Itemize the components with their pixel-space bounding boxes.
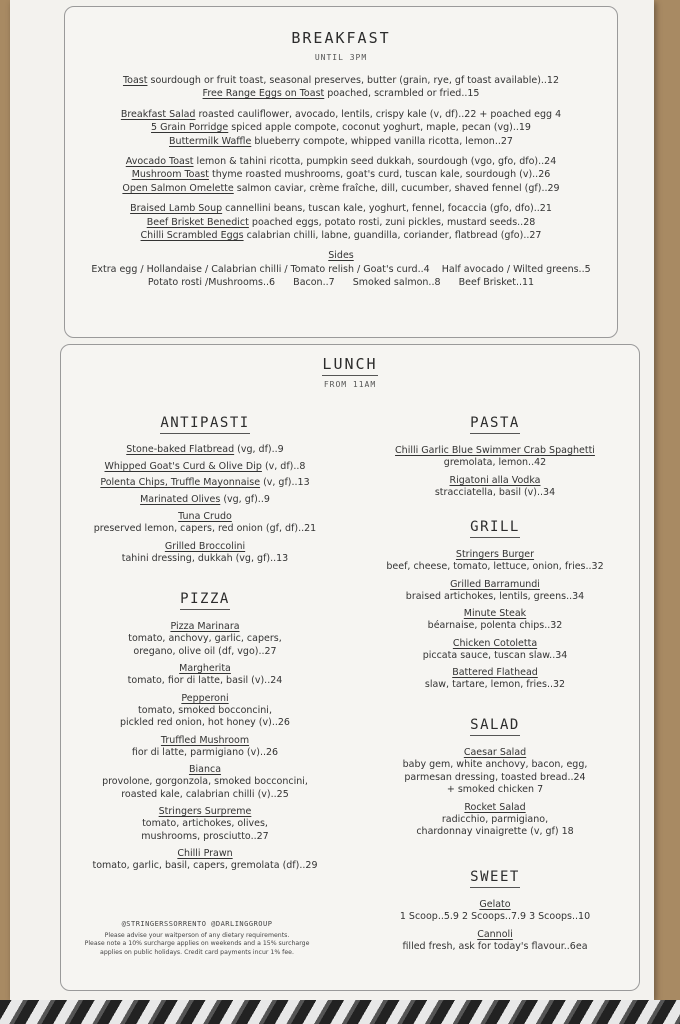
item-description: beef, cheese, tomato, lettuce, onion, fries..32 <box>386 561 604 572</box>
menu-sheet <box>10 0 654 1000</box>
item-name: Whipped Goat's Curd & Olive Dip <box>104 460 262 472</box>
breakfast-item <box>65 74 617 87</box>
item-description: Potato rosti /Mushrooms..6 Bacon..7 Smoked salmon..8 Beef Brisket..11 <box>147 277 535 289</box>
item-name: Mushroom Toast <box>131 169 209 181</box>
spacer <box>65 242 617 249</box>
item-description: lemon & tahini ricotta, pumpkin seed dukkah, sourdough (vgo, gfo, dfo)..24 <box>193 156 557 168</box>
menu-item <box>60 494 350 507</box>
item-name: 5 Grain Porridge <box>151 122 229 134</box>
breakfast-item <box>65 263 617 276</box>
item-name: Stringers Surpreme <box>158 806 252 817</box>
breakfast-item <box>65 202 617 215</box>
item-description: tomato, garlic, basil, capers, gremolata (df)..29 <box>92 860 318 871</box>
item-description: (vg, gf)..9 <box>220 493 270 505</box>
item-description: braised artichokes, lentils, greens..34 <box>405 590 585 602</box>
item-description: thyme roasted mushrooms, goat's curd, tuscan kale, sourdough (v)..26 <box>208 169 551 181</box>
footer-note-line: Please note a 10% surcharge applies on weekends and a 15% surcharge <box>84 940 310 947</box>
menu-item <box>60 444 350 457</box>
breakfast-item <box>65 87 617 100</box>
item-description: calabrian chilli, labne, guandilla, coriander, flatbread (gfo)..27 <box>243 230 542 242</box>
menu-item <box>350 548 640 574</box>
item-name: Open Salmon Omelette <box>122 182 234 194</box>
item-name: Rigatoni alla Vodka <box>449 474 541 486</box>
item-description: spiced apple compote, coconut yoghurt, maple, pecan (vg)..19 <box>228 122 531 134</box>
item-name: Free Range Eggs on Toast <box>202 88 325 100</box>
item-description: poached eggs, potato rosti, zuni pickles, mustard seeds..28 <box>248 216 536 228</box>
item-description: tomato, fior di latte, basil (v)..24 <box>127 675 283 686</box>
item-description: gremolata, lemon..42 <box>443 457 547 468</box>
item-description: tomato, artichokes, olives, <box>142 818 268 829</box>
item-description: sourdough or fruit toast, seasonal preserves, butter (grain, rye, gf toast available)..12 <box>147 75 560 86</box>
item-name: Battered Flathead <box>452 667 538 678</box>
item-name: Braised Lamb Soup <box>130 203 223 215</box>
menu-item <box>60 847 350 873</box>
item-description: (vg, df)..9 <box>234 444 284 455</box>
item-name: Tuna Crudo <box>178 511 232 522</box>
item-name: Buttermilk Waffle <box>169 135 252 147</box>
item-description: stracciatella, basil (v)..34 <box>434 486 556 498</box>
item-description: chardonnay vinaigrette (v, gf) 18 <box>416 826 574 837</box>
menu-item <box>60 692 350 730</box>
item-description: salmon caviar, crème fraîche, dill, cucumber, shaved fennel (gf)..29 <box>233 182 560 194</box>
sweet-heading: SWEET <box>470 869 520 888</box>
item-name: Margherita <box>179 663 231 674</box>
menu-item <box>60 763 350 801</box>
item-description: blueberry compote, whipped vanilla ricotta, lemon..27 <box>251 135 513 147</box>
antipasti-heading: ANTIPASTI <box>160 415 249 434</box>
item-description: tahini dressing, dukkah (vg, gf)..13 <box>121 552 289 564</box>
menu-item <box>60 477 350 490</box>
menu-item <box>60 461 350 474</box>
item-name: Rocket Salad <box>464 801 526 813</box>
item-name: Bianca <box>188 764 222 775</box>
item-description: slaw, tartare, lemon, fries..32 <box>424 679 566 690</box>
menu-item <box>350 746 640 797</box>
item-name: Stringers Burger <box>455 549 535 560</box>
item-description: provolone, gorgonzola, smoked bocconcini, <box>102 776 308 787</box>
item-description: poached, scrambled or fried..15 <box>324 88 480 100</box>
spacer <box>65 195 617 202</box>
item-name: Stone-baked Flatbread <box>126 444 235 455</box>
item-description: tomato, anchovy, garlic, capers, <box>128 633 282 644</box>
item-description: 1 Scoop..5.9 2 Scoops..7.9 3 Scoops..10 <box>399 911 591 922</box>
item-name: Sides <box>328 250 354 262</box>
item-description: preserved lemon, capers, red onion (gf, df)..21 <box>93 523 317 534</box>
item-name: Chilli Scrambled Eggs <box>140 230 244 242</box>
item-description: piccata sauce, tuscan slaw..34 <box>422 649 568 661</box>
pasta-heading: PASTA <box>470 415 520 434</box>
item-description: + smoked chicken 7 <box>446 784 544 795</box>
item-description: oregano, olive oil (df, vgo)..27 <box>133 645 277 657</box>
breakfast-item <box>65 249 617 262</box>
menu-item <box>350 898 640 924</box>
footer-notes <box>82 920 312 957</box>
item-name: Minute Steak <box>463 608 527 619</box>
item-description: filled fresh, ask for today's flavour..6ea <box>402 940 588 952</box>
menu-item <box>60 662 350 688</box>
menu-item <box>350 928 640 954</box>
lunch-title: LUNCH <box>61 355 639 376</box>
menu-item <box>60 540 350 566</box>
menu-item <box>60 510 350 536</box>
item-name: Cannoli <box>477 928 513 940</box>
breakfast-item <box>65 216 617 229</box>
salad-heading: SALAD <box>470 717 520 736</box>
breakfast-item <box>65 108 617 121</box>
item-name: Chicken Cotoletta <box>452 637 538 649</box>
lunch-subtitle: FROM 11AM <box>323 380 377 389</box>
breakfast-title: BREAKFAST <box>291 29 391 47</box>
item-description: radicchio, parmigiano, <box>441 813 549 825</box>
item-description: mushrooms, prosciutto..27 <box>141 830 269 842</box>
item-name: Chilli Garlic Blue Swimmer Crab Spaghetti <box>395 445 595 456</box>
menu-item <box>60 734 350 760</box>
pasta-section <box>350 412 640 503</box>
pizza-section <box>60 588 350 877</box>
item-name: Pizza Marinara <box>170 621 240 632</box>
item-name: Grilled Broccolini <box>164 540 246 552</box>
sweet-section <box>350 866 640 957</box>
pizza-heading: PIZZA <box>180 591 230 610</box>
item-name: Marinated Olives <box>140 493 221 505</box>
breakfast-item <box>65 155 617 168</box>
breakfast-section <box>64 6 618 338</box>
menu-item <box>350 801 640 839</box>
breakfast-item <box>65 168 617 181</box>
item-description: pickled red onion, hot honey (v)..26 <box>120 717 290 728</box>
item-name: Gelato <box>479 899 511 910</box>
social-handles: @STRINGERSSORRENTO @DARLINGGROUP <box>121 920 273 928</box>
item-name: Grilled Barramundi <box>450 578 540 590</box>
breakfast-subtitle: UNTIL 3PM <box>314 53 368 62</box>
breakfast-item <box>65 135 617 148</box>
item-description: (v, df)..8 <box>261 460 306 472</box>
menu-item <box>60 805 350 843</box>
breakfast-item <box>65 229 617 242</box>
item-description: roasted kale, calabrian chilli (v)..25 <box>121 788 289 800</box>
breakfast-item <box>65 121 617 134</box>
item-description: parmesan dressing, toasted bread..24 <box>404 771 586 783</box>
footer-note-line: Please advise your waitperson of any dietary requirements. <box>104 931 290 939</box>
breakfast-item <box>65 276 617 289</box>
item-description: (v, gf)..13 <box>260 477 310 488</box>
menu-item <box>350 578 640 604</box>
item-name: Beef Brisket Benedict <box>146 216 249 228</box>
footer-note-line: applies on public holidays. Credit card payments incur 1% fee. <box>100 948 294 956</box>
menu-item <box>350 474 640 500</box>
menu-item <box>350 607 640 633</box>
spacer <box>65 148 617 155</box>
item-name: Avocado Toast <box>125 156 194 168</box>
item-name: Caesar Salad <box>463 747 527 758</box>
grill-heading: GRILL <box>470 519 520 538</box>
item-description: béarnaise, polenta chips..32 <box>427 620 563 631</box>
item-description: Extra egg / Hollandaise / Calabrian chilli / Tomato relish / Goat's curd..4 Half avocado / Wilted greens..5 <box>91 263 591 275</box>
salad-section <box>350 714 640 843</box>
menu-item <box>350 666 640 692</box>
grill-section <box>350 516 640 696</box>
item-name: Truffled Mushroom <box>160 734 250 746</box>
breakfast-item <box>65 182 617 195</box>
menu-item <box>60 620 350 658</box>
item-description: fior di latte, parmigiano (v)..26 <box>131 746 279 758</box>
item-description: tomato, smoked bocconcini, <box>138 704 272 716</box>
menu-item <box>350 637 640 663</box>
spacer <box>65 101 617 108</box>
item-name: Toast <box>122 75 148 86</box>
item-name: Polenta Chips, Truffle Mayonnaise <box>100 477 261 488</box>
menu-item <box>350 444 640 470</box>
breakfast-items <box>65 74 617 290</box>
item-name: Chilli Prawn <box>177 848 233 859</box>
item-description: baby gem, white anchovy, bacon, egg, <box>402 759 588 770</box>
table-cloth <box>0 1000 680 1024</box>
item-description: cannellini beans, tuscan kale, yoghurt, fennel, focaccia (gfo, dfo)..21 <box>222 203 552 215</box>
item-description: roasted cauliflower, avocado, lentils, crispy kale (v, df)..22 + poached egg 4 <box>195 108 562 120</box>
item-name: Breakfast Salad <box>120 108 196 120</box>
antipasti-section <box>60 412 350 569</box>
item-name: Pepperoni <box>181 692 229 704</box>
